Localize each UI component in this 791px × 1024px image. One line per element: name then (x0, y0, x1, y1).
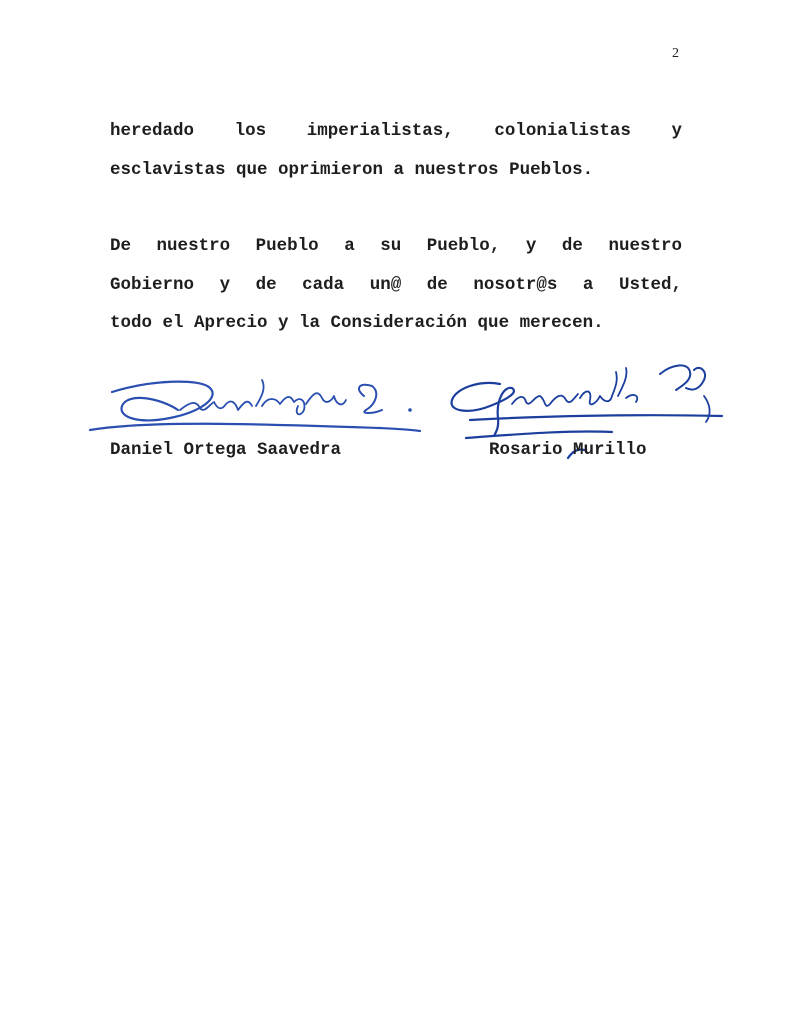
text-line: todo el Aprecio y la Consideración que merecen. (110, 313, 604, 333)
signer-name-rosario-murillo: Rosario Murillo (489, 440, 647, 460)
text-line: heredado los imperialistas, colonialistas y (110, 121, 682, 141)
signature-daniel-ortega (90, 380, 420, 431)
text-line: De nuestro Pueblo a su Pueblo, y de nuestro (110, 236, 682, 256)
text-line: Gobierno y de cada un@ de nosotr@s a Usted, (110, 274, 682, 295)
signer-name-daniel-ortega: Daniel Ortega Saavedra (110, 440, 342, 460)
page-number: 2 (672, 46, 679, 61)
text-line: esclavistas que oprimieron a nuestros Pueblos. (110, 159, 594, 180)
signatures-layer (0, 0, 791, 480)
